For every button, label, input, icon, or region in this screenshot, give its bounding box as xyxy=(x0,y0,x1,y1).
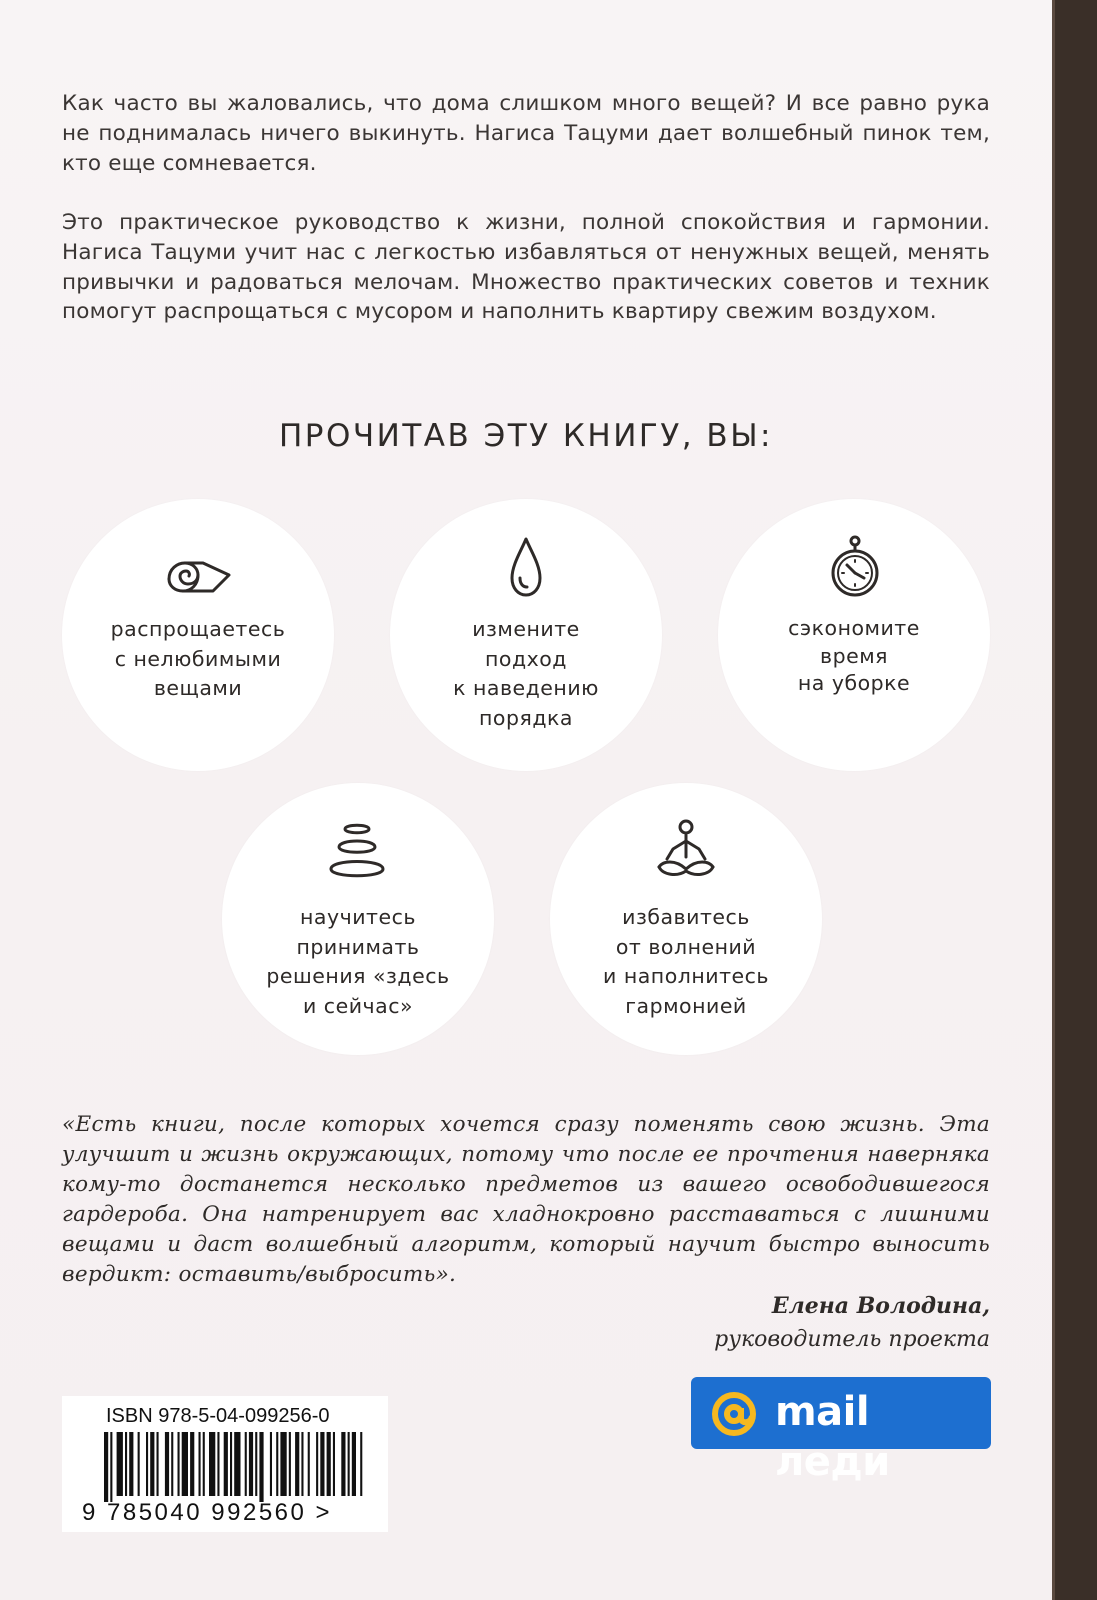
quote-author-role: руководитель проекта xyxy=(714,1327,990,1352)
water-drop-icon xyxy=(491,533,561,603)
benefit-label: измените подход к наведению порядка xyxy=(453,617,599,730)
brand-name: mail леди xyxy=(775,1389,890,1485)
stopwatch-icon xyxy=(819,533,889,603)
isbn-barcode xyxy=(62,1396,388,1532)
benefit-circle-harmony xyxy=(550,783,822,1055)
mail-ledi-logo xyxy=(691,1377,991,1485)
benefit-circle-declutter xyxy=(62,499,334,771)
rolled-mat-icon xyxy=(163,533,233,603)
review-quote: «Есть книги, после которых хочется сразу поменять свою жизнь. Эта улучшит и жизнь окружающих, потому что после ее прочтения наверняка кому-то достанется несколько предметов из вашего освободившегося гардероба. Она натренирует вас хладнокровно расставаться с лишними вещами и даст волшебный алгоритм, который научит быстро выносить вердикт: оставить/выбросить». xyxy=(62,1112,990,1287)
benefit-label: распрощаетесь с нелюбимыми вещами xyxy=(110,617,286,700)
book-spine xyxy=(1052,0,1097,1600)
benefit-label: избавитесь от волнений и наполнитесь гармонией xyxy=(603,905,769,1018)
stacked-stones-icon xyxy=(323,817,393,887)
at-sign-icon xyxy=(711,1391,757,1437)
quote-author: Елена Володина, xyxy=(771,1293,990,1319)
intro-paragraph-2: Это практическое руководство к жизни, полной спокойствия и гармонии. Нагиса Тацуми учит нас с легкостью избавляться от ненужных вещей, менять привычки и радоваться мелочам. Множество практических советов и техник помогут распрощаться с мусором и наполнить квартиру свежим воздухом. xyxy=(62,210,990,325)
benefit-circle-decisions xyxy=(222,783,494,1055)
isbn-label: ISBN 978-5-04-099256-0 xyxy=(106,1405,330,1427)
benefits-heading: ПРОЧИТАВ ЭТУ КНИГУ, ВЫ: xyxy=(278,418,773,454)
benefit-label: научитесь принимать решения «здесь и сейчас» xyxy=(266,905,450,1018)
intro-paragraph-1: Как часто вы жаловались, что дома слишком много вещей? И все равно рука не поднималась ничего выкинуть. Нагиса Тацуми дает волшебный пинок тем, кто еще сомневается. xyxy=(62,91,990,176)
benefit-circle-approach xyxy=(390,499,662,771)
benefit-circle-save-time xyxy=(718,499,990,771)
benefit-label: сэкономите время на уборке xyxy=(788,616,920,695)
barcode-digits: 9 785040 992560 > xyxy=(82,1499,333,1526)
meditation-icon xyxy=(651,817,721,887)
